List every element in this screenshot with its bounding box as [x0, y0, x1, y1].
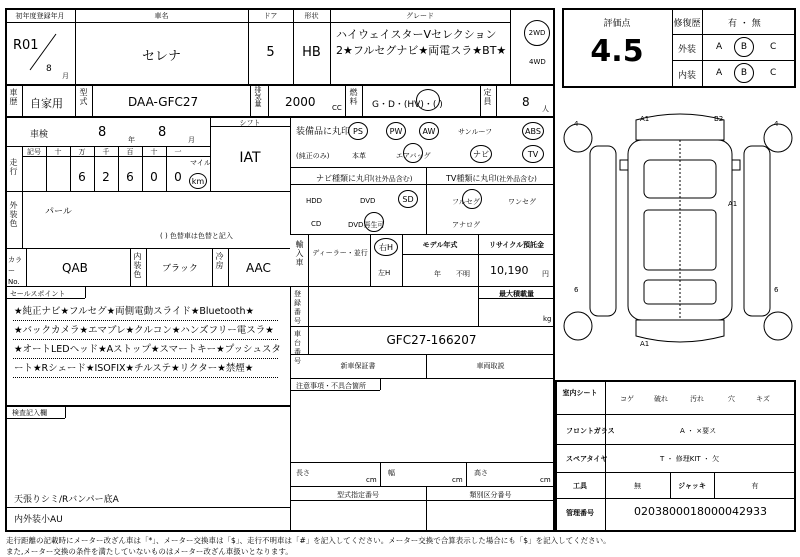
displacement-value: 2000 [285, 95, 316, 109]
mileage-digit: 2 [102, 170, 110, 184]
mileage-digit: 6 [78, 170, 86, 184]
inspection-year: 8 [98, 125, 107, 140]
doors-value: 5 [266, 45, 275, 60]
car-damage-diagram [560, 100, 796, 378]
drive-4wd: 4WD [529, 58, 546, 66]
tv-label: TV種類に丸印(社外品含む) [446, 174, 537, 183]
ac-value: AAC [246, 261, 271, 275]
digit-header: 十 [150, 148, 158, 156]
tools-value: 無 [634, 482, 641, 490]
tv-fullseg-circle [462, 189, 482, 209]
model-year-value: 不明 [456, 270, 470, 278]
digit-header: 万 [78, 148, 86, 156]
interior-color: ブラック [162, 264, 198, 274]
capacity-value: 8 [522, 95, 530, 109]
color-no-value: QAB [62, 261, 88, 275]
equip-airbag-circle [403, 143, 423, 163]
navi-label: ナビ種類に丸印(社外品含む) [316, 174, 413, 183]
damage-mark: A1 [640, 340, 650, 348]
fuel-hv-circle [416, 89, 440, 111]
seat-label: 室内シート [562, 389, 598, 397]
drive-2wd-circled: 2WD [524, 20, 550, 46]
jack-value: 有 [751, 482, 759, 490]
mileage-digit: 0 [150, 170, 158, 184]
right-hand-drive: 右H [374, 238, 398, 256]
shift-value: IAT [239, 150, 261, 166]
car-name: セレナ [141, 49, 181, 64]
equip-navi: ナビ [470, 145, 492, 163]
tire-label: 4 [774, 120, 779, 128]
inspection-month: 8 [158, 125, 167, 140]
km-circled: km [189, 173, 207, 189]
inspector-line: 内外装小AU [14, 515, 63, 525]
digit-header: 百 [126, 148, 134, 156]
mgmt-number: 0203800018000042933 [634, 505, 767, 518]
tire-label: 6 [574, 286, 579, 294]
usage-value: 自家用 [30, 97, 63, 110]
equip-tv: TV [522, 145, 544, 163]
sales-line: ★バックカメラ★エマブレ★クルコン★ハンズフリー電スラ★ [14, 325, 274, 336]
equip-ps: PS [348, 122, 368, 140]
score-value: 4.5 [590, 34, 644, 69]
digit-header: 千 [102, 148, 110, 156]
chassis-number: GFC27-166207 [386, 333, 477, 347]
model-value: DAA-GFC27 [128, 95, 199, 109]
digit-header: 記号 [27, 148, 41, 156]
mileage-digit: 0 [174, 170, 182, 184]
inspector-line: 天張りシミ/Rバンパー底A [14, 495, 119, 505]
shape-value: HB [302, 45, 321, 60]
tire-label: 6 [774, 286, 779, 294]
equip-pw: PW [386, 122, 406, 140]
digit-header: 一 [174, 148, 182, 156]
damage-mark: B2 [714, 115, 724, 123]
first-reg-era: R01 [13, 38, 39, 53]
color-note: ( ) 色替車は色替と記入 [160, 232, 233, 240]
first-reg-label: 初年度登録年月 [15, 12, 65, 20]
navi-sd: SD [398, 190, 418, 208]
damage-mark: A1 [728, 200, 738, 208]
fuel-options: G・D・(HV)・( ) [372, 100, 443, 110]
import-dealer: ディーラー・並行 [312, 249, 368, 257]
first-reg-month: 8 [46, 64, 52, 74]
mileage-digit: 6 [126, 170, 134, 184]
recycle-value: 10,190 [490, 264, 529, 277]
equip-aw: AW [419, 122, 439, 140]
damage-mark: A1 [640, 115, 650, 123]
exterior-grade-circle: B [734, 37, 754, 57]
footer-note: また,メーター交換の条件を満たしていないものはメーター改ざん車扱いとなります。 [6, 547, 293, 556]
sales-line: ★純正ナビ★フルセグ★両側電動スライド★Bluetooth★ [14, 306, 255, 317]
navi-dvd-play-circle [364, 212, 384, 232]
interior-grade-circle: B [734, 63, 754, 83]
sales-points [14, 302, 289, 378]
footer-note: 走行距離の記載時にメーター改ざん車は「*」、メーター交換車は「$」、走行不明車は「#」を記入してください。メーター交換で合算表示した場合にも「$」を記入してください。 [6, 536, 611, 545]
glass-value: A ・ ×要ス [680, 427, 717, 435]
tire-label: 4 [574, 120, 579, 128]
color-value: パール [45, 207, 72, 217]
slash-divider [28, 32, 58, 72]
sales-line: ★オートLEDヘッド★Aストップ★スマートキー★プッシュスタ [14, 344, 281, 355]
digit-header: 十 [54, 148, 62, 156]
equip-abs: ABS [522, 122, 544, 140]
sales-line: ート★Rシェード★ISOFIX★チルステ★リクター★禁煙★ [14, 363, 254, 374]
spare-value: T ・ 修理KIT ・ 欠 [660, 455, 720, 463]
car-name-label: 車名 [154, 12, 169, 20]
repair-value: 有 ・ 無 [728, 19, 761, 29]
grade-value: ハイウェイスターVセレクション2★フルセグナビ★両電スラ★BT★ [336, 28, 507, 57]
